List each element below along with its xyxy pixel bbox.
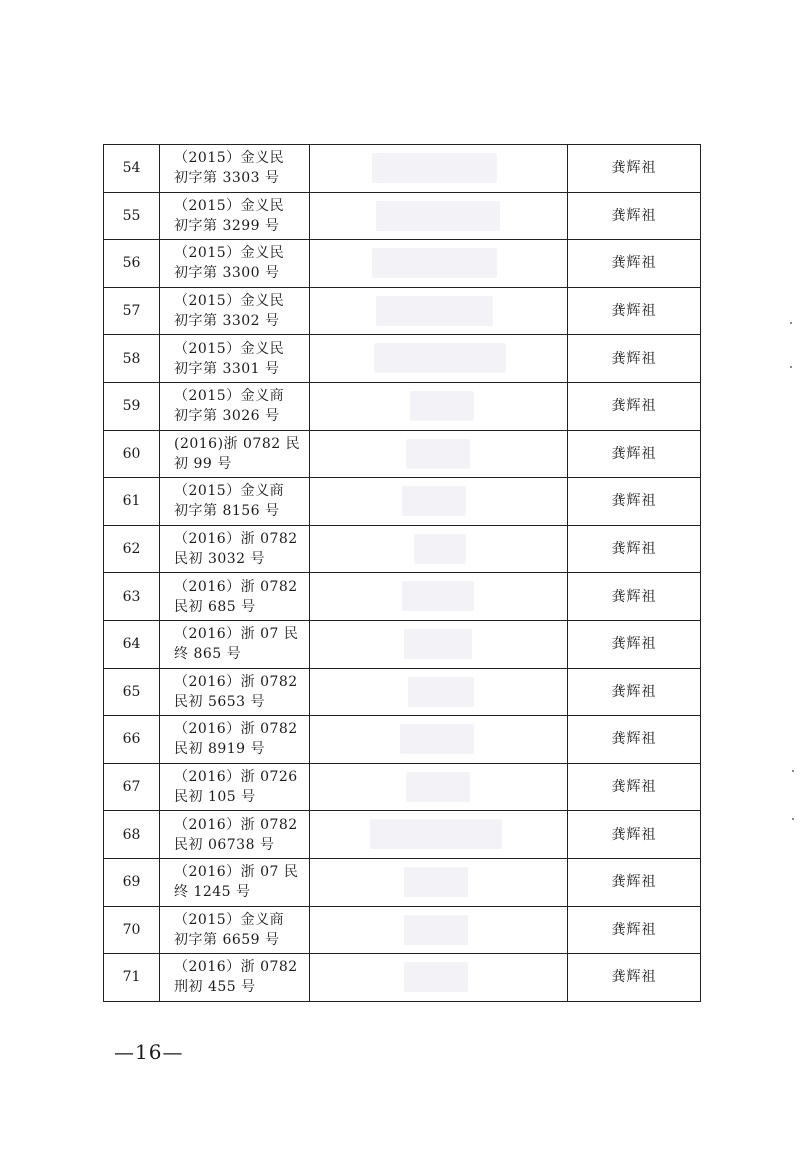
- case-number-line-2: 民初 06738 号: [174, 836, 275, 853]
- party-cell: [310, 811, 568, 859]
- table-row: [104, 382, 701, 430]
- scan-mark: [792, 770, 794, 772]
- judge-name: 龚辉祖: [568, 906, 701, 954]
- case-number-line-1: （2015）金义民: [174, 150, 285, 167]
- judge-name: 龚辉祖: [568, 240, 701, 288]
- redaction-block: [404, 629, 472, 659]
- case-number-line-2: 初字第 3302 号: [174, 313, 280, 330]
- row-number: 70: [104, 906, 160, 954]
- case-number-cell: [160, 430, 310, 478]
- row-number: 54: [104, 145, 160, 193]
- row-number: 68: [104, 811, 160, 859]
- table-row: [104, 430, 701, 478]
- redaction-block: [372, 248, 497, 278]
- case-number-line-1: （2015）金义民: [174, 245, 285, 262]
- case-number-cell: [160, 192, 310, 240]
- case-number-line-2: 初字第 6659 号: [174, 931, 280, 948]
- judge-name: 龚辉祖: [568, 430, 701, 478]
- row-number: 69: [104, 858, 160, 906]
- judge-name: 龚辉祖: [568, 716, 701, 764]
- table-row: [104, 145, 701, 193]
- case-number-line-1: （2016）浙 0782: [174, 959, 298, 976]
- redaction-block: [370, 819, 502, 849]
- party-cell: [310, 573, 568, 621]
- table-row: [104, 478, 701, 526]
- party-cell: [310, 240, 568, 288]
- party-cell: [310, 716, 568, 764]
- case-number-cell: [160, 335, 310, 383]
- table-row: [104, 906, 701, 954]
- redaction-block: [376, 201, 500, 231]
- row-number: 67: [104, 763, 160, 811]
- scan-mark: [790, 322, 792, 324]
- table-row: [104, 192, 701, 240]
- redaction-block: [406, 439, 470, 469]
- case-number-cell: [160, 240, 310, 288]
- case-number-line-2: 初字第 8156 号: [174, 503, 280, 520]
- case-number-line-1: （2016）浙 07 民: [174, 626, 299, 643]
- party-cell: [310, 192, 568, 240]
- redaction-block: [376, 296, 493, 326]
- case-number-line-2: 终 865 号: [174, 646, 242, 663]
- party-cell: [310, 954, 568, 1002]
- case-number-line-2: 初字第 3026 号: [174, 408, 280, 425]
- party-cell: [310, 382, 568, 430]
- judge-name: 龚辉祖: [568, 382, 701, 430]
- party-cell: [310, 525, 568, 573]
- case-number-cell: [160, 478, 310, 526]
- row-number: 59: [104, 382, 160, 430]
- table-row: [104, 620, 701, 668]
- case-number-line-1: （2016）浙 0726: [174, 769, 298, 786]
- case-number-line-1: （2015）金义商: [174, 911, 285, 928]
- table-row: [104, 668, 701, 716]
- redaction-block: [402, 486, 466, 516]
- page-number: —16—: [114, 1040, 184, 1064]
- table-row: [104, 573, 701, 621]
- row-number: 65: [104, 668, 160, 716]
- party-cell: [310, 858, 568, 906]
- judge-name: 龚辉祖: [568, 811, 701, 859]
- table-row: [104, 525, 701, 573]
- redaction-block: [408, 677, 474, 707]
- judge-name: 龚辉祖: [568, 668, 701, 716]
- case-number-line-1: （2016）浙 0782: [174, 531, 298, 548]
- table-row: [104, 716, 701, 764]
- row-number: 63: [104, 573, 160, 621]
- case-number-line-2: 民初 685 号: [174, 598, 256, 615]
- case-number-line-2: 初字第 3300 号: [174, 265, 280, 282]
- row-number: 57: [104, 287, 160, 335]
- case-number-line-1: （2015）金义商: [174, 483, 285, 500]
- judge-name: 龚辉祖: [568, 573, 701, 621]
- row-number: 55: [104, 192, 160, 240]
- case-number-cell: [160, 954, 310, 1002]
- case-number-line-2: 初 99 号: [174, 455, 232, 472]
- redaction-block: [404, 867, 468, 897]
- redaction-block: [374, 343, 506, 373]
- scan-mark: [790, 366, 792, 368]
- case-number-line-2: 民初 3032 号: [174, 551, 266, 568]
- case-number-line-1: （2016）浙 0782: [174, 721, 298, 738]
- case-number-line-2: 刑初 455 号: [174, 979, 256, 996]
- case-number-cell: [160, 287, 310, 335]
- case-number-line-2: 民初 105 号: [174, 789, 256, 806]
- party-cell: [310, 763, 568, 811]
- case-number-cell: [160, 573, 310, 621]
- case-number-line-1: （2015）金义民: [174, 197, 285, 214]
- case-number-line-1: （2015）金义商: [174, 388, 285, 405]
- judge-name: 龚辉祖: [568, 763, 701, 811]
- row-number: 64: [104, 620, 160, 668]
- table-row: [104, 954, 701, 1002]
- row-number: 66: [104, 716, 160, 764]
- case-number-line-1: （2015）金义民: [174, 293, 285, 310]
- table-row: [104, 811, 701, 859]
- judge-name: 龚辉祖: [568, 192, 701, 240]
- table-row: [104, 858, 701, 906]
- case-number-cell: [160, 525, 310, 573]
- row-number: 61: [104, 478, 160, 526]
- case-table: [103, 144, 701, 1002]
- case-number-cell: [160, 382, 310, 430]
- party-cell: [310, 906, 568, 954]
- judge-name: 龚辉祖: [568, 287, 701, 335]
- case-number-line-1: （2016）浙 0782: [174, 816, 298, 833]
- case-number-cell: [160, 716, 310, 764]
- party-cell: [310, 478, 568, 526]
- case-table-body: [104, 145, 701, 1002]
- case-number-line-2: 民初 8919 号: [174, 741, 266, 758]
- redaction-block: [404, 962, 468, 992]
- case-number-cell: [160, 858, 310, 906]
- judge-name: 龚辉祖: [568, 954, 701, 1002]
- judge-name: 龚辉祖: [568, 145, 701, 193]
- party-cell: [310, 335, 568, 383]
- redaction-block: [414, 534, 466, 564]
- judge-name: 龚辉祖: [568, 335, 701, 383]
- row-number: 71: [104, 954, 160, 1002]
- judge-name: 龚辉祖: [568, 620, 701, 668]
- judge-name: 龚辉祖: [568, 478, 701, 526]
- case-number-line-1: (2016)浙 0782 民: [174, 435, 301, 452]
- table-row: [104, 287, 701, 335]
- redaction-block: [404, 915, 468, 945]
- case-number-line-1: （2016）浙 0782: [174, 673, 298, 690]
- case-number-cell: [160, 906, 310, 954]
- redaction-block: [372, 153, 497, 183]
- case-number-line-1: （2016）浙 0782: [174, 578, 298, 595]
- party-cell: [310, 287, 568, 335]
- case-number-cell: [160, 668, 310, 716]
- case-number-line-2: 初字第 3303 号: [174, 170, 280, 187]
- row-number: 56: [104, 240, 160, 288]
- scan-mark: [792, 818, 794, 820]
- table-row: [104, 240, 701, 288]
- judge-name: 龚辉祖: [568, 525, 701, 573]
- case-number-cell: [160, 145, 310, 193]
- redaction-block: [410, 391, 474, 421]
- case-number-line-2: 初字第 3299 号: [174, 217, 280, 234]
- row-number: 60: [104, 430, 160, 478]
- case-number-cell: [160, 620, 310, 668]
- row-number: 62: [104, 525, 160, 573]
- judge-name: 龚辉祖: [568, 858, 701, 906]
- party-cell: [310, 620, 568, 668]
- table-row: [104, 763, 701, 811]
- table-row: [104, 335, 701, 383]
- party-cell: [310, 430, 568, 478]
- case-number-cell: [160, 811, 310, 859]
- redaction-block: [402, 581, 474, 611]
- case-number-line-1: （2016）浙 07 民: [174, 864, 299, 881]
- case-number-line-2: 民初 5653 号: [174, 693, 266, 710]
- redaction-block: [400, 724, 474, 754]
- party-cell: [310, 145, 568, 193]
- row-number: 58: [104, 335, 160, 383]
- case-number-line-1: （2015）金义民: [174, 340, 285, 357]
- case-number-line-2: 初字第 3301 号: [174, 360, 280, 377]
- party-cell: [310, 668, 568, 716]
- case-number-cell: [160, 763, 310, 811]
- redaction-block: [406, 772, 470, 802]
- case-number-line-2: 终 1245 号: [174, 884, 251, 901]
